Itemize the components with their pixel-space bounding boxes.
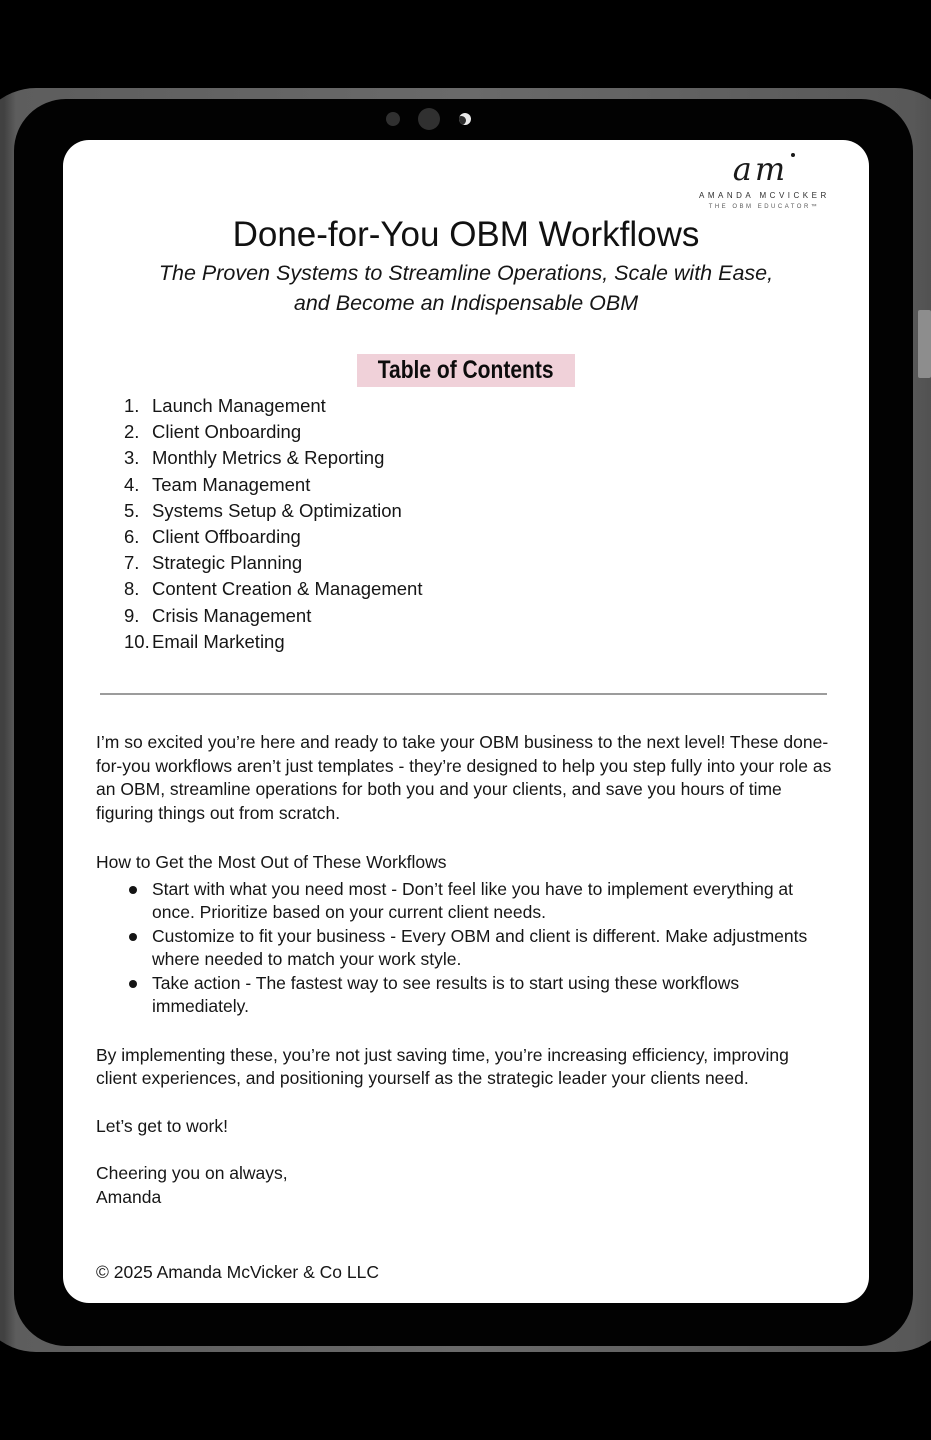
power-button: [918, 310, 931, 378]
toc-heading: Table of Contents: [378, 356, 554, 384]
copyright: © 2025 Amanda McVicker & Co LLC: [96, 1262, 379, 1283]
toc-item-crisis-management: Crisis Management: [152, 604, 312, 626]
document-title: Done-for-You OBM Workflows: [232, 215, 700, 254]
howto-bullet-customize: Customize to fit your business - Every OBM and client is different. Make adjustments where needed to match your work style.: [152, 925, 839, 972]
cta-line: Let’s get to work!: [96, 1115, 228, 1136]
document-subtitle: The Proven Systems to Streamline Operations, Scale with Ease, and Become an Indispensable OBM: [158, 261, 774, 315]
toc-item-launch-management: Launch Management: [152, 395, 326, 416]
document-page: [63, 140, 869, 1303]
signoff-line: Cheering you on always,: [96, 1163, 288, 1184]
signoff: [63, 1162, 869, 1209]
logo-brand-name: AMANDA MCVICKER: [699, 191, 830, 200]
section-divider: [100, 693, 827, 695]
ambient-sensor-icon: [386, 112, 400, 126]
logo-monogram: am: [699, 152, 829, 186]
howto-list: [63, 878, 869, 1019]
intro-paragraph: I’m so excited you’re here and ready to take your OBM business to the next level! These done-for-you workflows aren’t just templates - they’re designed to help you step fully into your role as an OBM, streamline operations for both you and your clients, and save you hours of time figuring things out from scratch.: [96, 732, 832, 823]
toc-item-email-marketing: Email Marketing: [152, 630, 285, 652]
camera-lens-icon: [459, 113, 471, 125]
front-camera-icon: [418, 108, 440, 130]
toc-item-team-management: Team Management: [152, 473, 311, 495]
toc-item-client-offboarding: Client Offboarding: [152, 526, 301, 548]
logo-tagline: THE OBM EDUCATOR™: [708, 204, 820, 210]
lens-glint: [459, 116, 466, 125]
outro-paragraph: By implementing these, you’re not just saving time, you’re increasing efficiency, improving client experiences, and positioning yourself as the strategic leader your clients need.: [96, 1044, 789, 1089]
toc-list: [63, 393, 869, 655]
toc-heading-row: [63, 354, 869, 387]
howto-bullet-take-action: Take action - The fastest way to see results is to start using these workflows immediately.: [152, 972, 839, 1019]
toc-item-content-creation: Content Creation & Management: [152, 578, 423, 600]
howto-heading: How to Get the Most Out of These Workflows: [96, 852, 447, 873]
brand-logo: [699, 152, 829, 210]
toc-item-monthly-metrics: Monthly Metrics & Reporting: [152, 447, 385, 469]
toc-heading-highlight: [357, 354, 574, 387]
toc-item-client-onboarding: Client Onboarding: [152, 421, 302, 443]
howto-bullet-start: Start with what you need most - Don’t feel like you have to implement everything at once. Prioritize based on your current client needs.: [152, 878, 839, 925]
toc-item-strategic-planning: Strategic Planning: [152, 552, 303, 574]
signoff-name: Amanda: [96, 1186, 162, 1207]
toc-item-systems-setup: Systems Setup & Optimization: [152, 499, 402, 521]
